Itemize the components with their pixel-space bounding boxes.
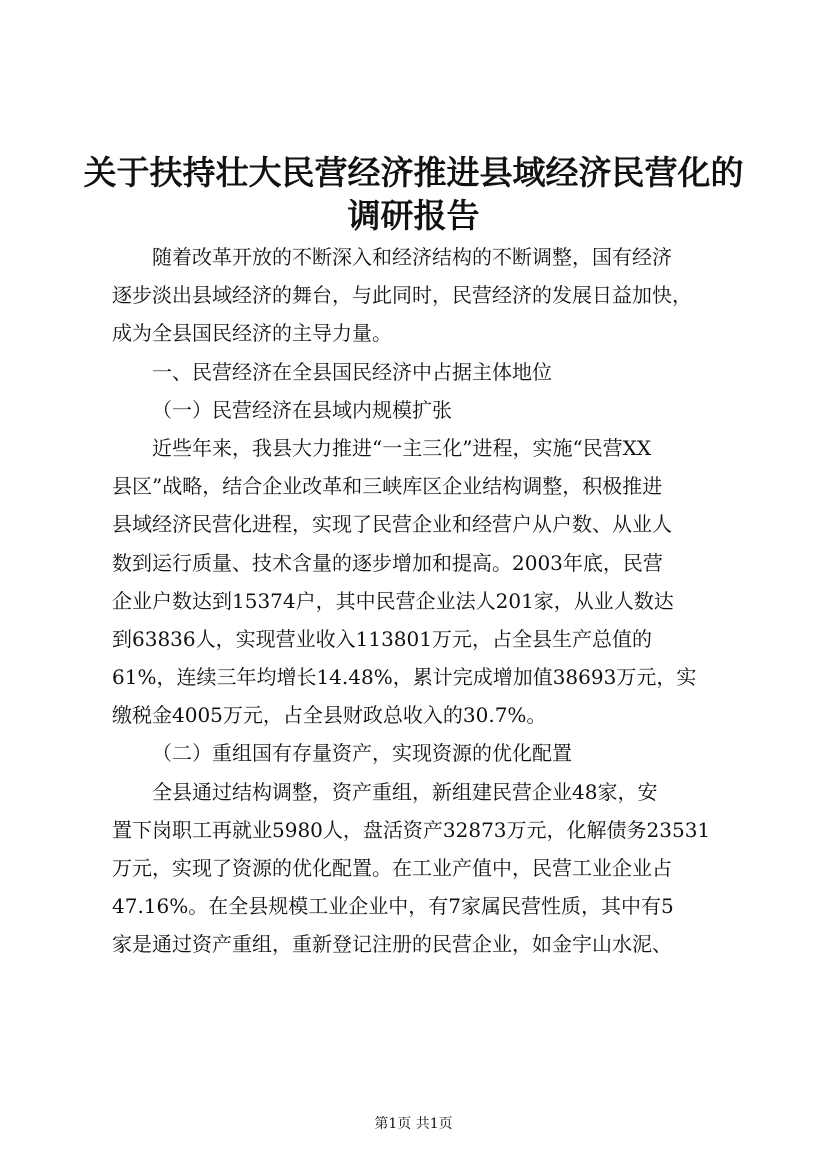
paragraph-line: 近些年来，我县大力推进“一主三化”进程，实施“民营XX [152, 435, 652, 460]
paragraph-line: 随着改革开放的不断深入和经济结构的不断调整，国有经济 [152, 245, 672, 269]
paragraph-line: 成为全县国民经济的主导力量。 [112, 321, 392, 346]
paragraph-line: 数到运行质量、技术含量的逐步增加和提高。2003年底，民营 [112, 550, 663, 575]
paragraph-line: 61%，连续三年均增长14.48%，累计完成增加值38693万元，实 [112, 665, 697, 690]
subsection-heading: （一）民营经济在县域内规模扩张 [152, 397, 452, 422]
paragraph-line: 到63836人，实现营业收入113801万元，占全县生产总值的 [112, 626, 652, 651]
paragraph-line: 家是通过资产重组，重新登记注册的民营企业，如金宇山水泥、 [112, 932, 672, 957]
subsection-heading: （二）重组国有存量资产，实现资源的优化配置 [152, 741, 572, 766]
document-body [112, 238, 722, 964]
document-title-line-2: 调研报告 [347, 196, 480, 235]
paragraph-line: 企业户数达到15374户，其中民营企业法人201家，从业人数达 [112, 588, 674, 613]
paragraph-line: 万元，实现了资源的优化配置。在工业产值中，民营工业企业占 [112, 856, 672, 880]
paragraph-line: 逐步淡出县域经济的舞台，与此同时，民营经济的发展日益加快， [112, 283, 692, 308]
paragraph-line: 县区”战略，结合企业改革和三峡库区企业结构调整，积极推进 [112, 474, 663, 499]
section-heading: 一、民营经济在全县国民经济中占据主体地位 [152, 359, 552, 384]
paragraph-line: 置下岗职工再就业5980人，盘活资产32873万元，化解债务23531 [112, 817, 711, 842]
page-number-footer: 第1页 共1页 [374, 1116, 453, 1132]
document-title-line-1: 关于扶持壮大民营经济推进县域经济民营化的 [83, 153, 744, 192]
paragraph-line: 县域经济民营化进程，实现了民营企业和经营户从户数、从业人 [112, 512, 672, 537]
paragraph-line: 缴税金4005万元，占全县财政总收入的30.7%。 [112, 703, 547, 728]
paragraph-line: 47.16%。在全县规模工业企业中，有7家属民营性质，其中有5 [112, 894, 674, 919]
paragraph-line: 全县通过结构调整，资产重组，新组建民营企业48家，安 [152, 779, 658, 804]
